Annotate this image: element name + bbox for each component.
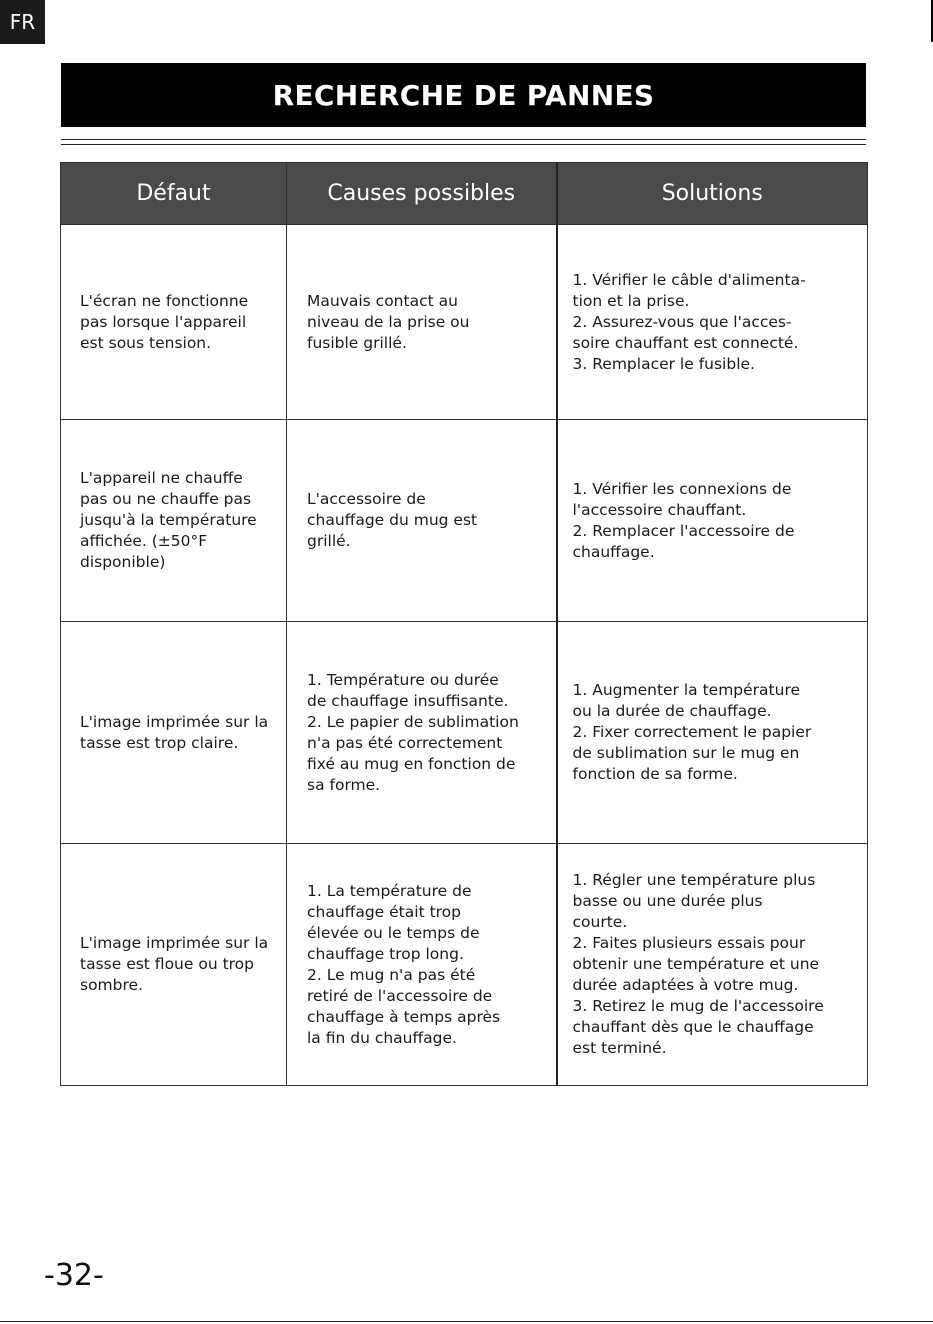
causes-cell: Mauvais contact au niveau de la prise ou fusible grillé. bbox=[287, 225, 557, 420]
table-header-row bbox=[61, 163, 868, 225]
table-row bbox=[61, 225, 868, 420]
table-row bbox=[61, 622, 868, 844]
language-tab: FR bbox=[0, 0, 45, 44]
solutions-cell: 1. Vérifier les connexions de l'accessoire chauffant. 2. Remplacer l'accessoire de chauffage. bbox=[557, 420, 868, 622]
defaut-cell: L'écran ne fonctionne pas lorsque l'appareil est sous tension. bbox=[61, 225, 287, 420]
header-defaut: Défaut bbox=[61, 163, 287, 225]
bottom-rule bbox=[0, 1321, 933, 1322]
title-rule-bottom bbox=[61, 144, 866, 145]
solutions-cell: 1. Régler une température plus basse ou une durée plus courte. 2. Faites plusieurs essais pour obtenir une température et une durée adaptées à votre mug. 3. Retirez le mug de l'accessoire chauffant dès que le chauffage est terminé. bbox=[557, 844, 868, 1086]
solutions-cell: 1. Vérifier le câble d'alimenta- tion et la prise. 2. Assurez-vous que l'acces- soire chauffant est connecté. 3. Remplacer le fusible. bbox=[557, 225, 868, 420]
table-row bbox=[61, 844, 868, 1086]
header-causes: Causes possibles bbox=[287, 163, 557, 225]
title-rule-top bbox=[61, 139, 866, 140]
page-number: -32- bbox=[44, 1258, 104, 1293]
defaut-cell: L'appareil ne chauffe pas ou ne chauffe pas jusqu'à la température affichée. (±50°F disponible) bbox=[61, 420, 287, 622]
defaut-cell: L'image imprimée sur la tasse est floue ou trop sombre. bbox=[61, 844, 287, 1086]
causes-cell: 1. Température ou durée de chauffage insuffisante. 2. Le papier de sublimation n'a pas été correctement fixé au mug en fonction de sa forme. bbox=[287, 622, 557, 844]
troubleshooting-table bbox=[60, 162, 868, 1086]
defaut-cell: L'image imprimée sur la tasse est trop claire. bbox=[61, 622, 287, 844]
causes-cell: L'accessoire de chauffage du mug est grillé. bbox=[287, 420, 557, 622]
solutions-cell: 1. Augmenter la température ou la durée de chauffage. 2. Fixer correctement le papier de sublimation sur le mug en fonction de sa forme. bbox=[557, 622, 868, 844]
page-title: RECHERCHE DE PANNES bbox=[61, 63, 866, 127]
causes-cell: 1. La température de chauffage était trop élevée ou le temps de chauffage trop long. 2. Le mug n'a pas été retiré de l'accessoire de chauffage à temps après la fin du chauffage. bbox=[287, 844, 557, 1086]
header-solutions: Solutions bbox=[557, 163, 868, 225]
table-row bbox=[61, 420, 868, 622]
